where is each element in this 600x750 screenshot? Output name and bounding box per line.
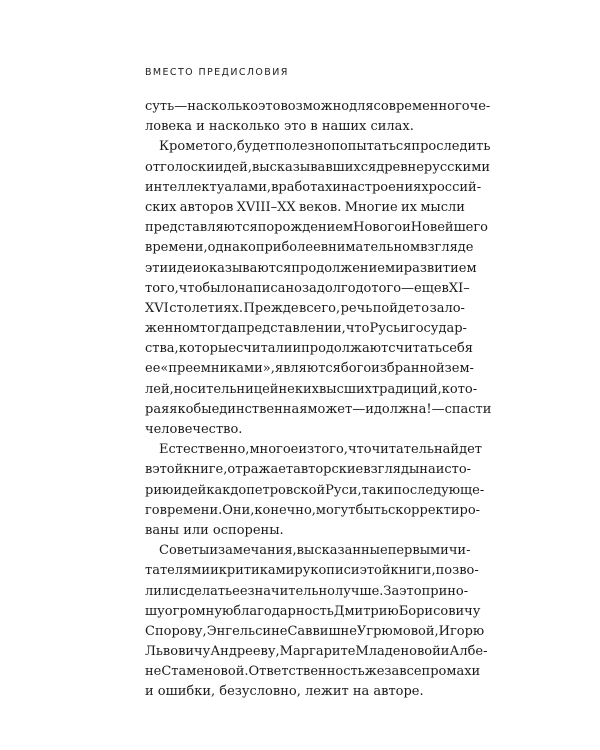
text-line: представляются порождением Нового и Новейшего xyxy=(145,220,489,236)
text-line: го времени. Они, конечно, могут быть скорректиро- xyxy=(145,502,481,518)
text-line: суть — насколько это возможно для современного че- xyxy=(145,99,491,114)
text-line: рию идей как допетровской Руси, так и последующе- xyxy=(145,482,485,498)
text-line: Советы и замечания, высказанные первыми чи- xyxy=(159,543,471,559)
text-line: женном тогда представлении, что Русь и государ- xyxy=(145,321,467,337)
text-line: XVI столетиях. Прежде всего, речь пойдет о зало- xyxy=(145,300,465,316)
text-line: в этой книге, отражает авторские взгляды на исто- xyxy=(145,462,472,478)
text-line: и ошибки, безусловно, лежит на авторе. xyxy=(145,684,424,700)
body-text xyxy=(145,97,492,703)
text-line: отголоски идей, высказывавшихся древнерусскими xyxy=(145,159,490,175)
text-line: ловека и насколько это в наших силах. xyxy=(145,119,414,135)
text-line: времени, однако при более внимательном взгляде xyxy=(145,240,474,256)
text-line: лили сделать ее значительно лучше. За это прино- xyxy=(145,583,469,599)
text-line: шу огромную благодарность Дмитрию Борисовичу xyxy=(145,603,481,619)
text-line: интеллектуалами, в работах и настроениях россий- xyxy=(145,179,482,195)
text-line: Естественно, многое из того, что читатель найдет xyxy=(159,442,482,458)
text-line: ее «преемниками», являются богоизбранной зем- xyxy=(145,361,474,377)
paragraph xyxy=(145,440,485,541)
text-line: человечество. xyxy=(145,422,243,437)
text-line: Кроме того, будет полезно попытаться проследить xyxy=(159,139,491,155)
text-line: ваны или оспорены. xyxy=(145,522,284,538)
text-line: ских авторов XVIII–XX веков. Многие их мысли xyxy=(145,199,465,215)
text-line: того, что было написано задолго до того — еще в XI– xyxy=(145,280,470,296)
text-line: Львовичу Андрееву, Маргарите Младеновой и Албе- xyxy=(145,644,488,660)
text-line: ства, которые считали и продолжают считать себя xyxy=(145,341,474,357)
paragraph xyxy=(145,541,488,703)
paragraph xyxy=(145,137,492,440)
text-line: эти идеи оказываются продолжением и развитием xyxy=(145,260,477,276)
text-line: Спорову, Энгельсине Саввишне Угрюмовой, Игорю xyxy=(145,623,485,639)
text-line: лей, носительницей неких высших традиций, кото- xyxy=(145,381,478,397)
text-line: рая якобы единственная может — и должна! — спасти xyxy=(145,401,492,417)
paragraph xyxy=(145,97,491,137)
text-line: тателями и критиками рукописи этой книги, позво- xyxy=(145,563,479,579)
text-line: не Стаменовой. Ответственность же за все промахи xyxy=(145,664,481,680)
running-head: ВМЕСТО ПРЕДИСЛОВИЯ xyxy=(145,67,289,78)
